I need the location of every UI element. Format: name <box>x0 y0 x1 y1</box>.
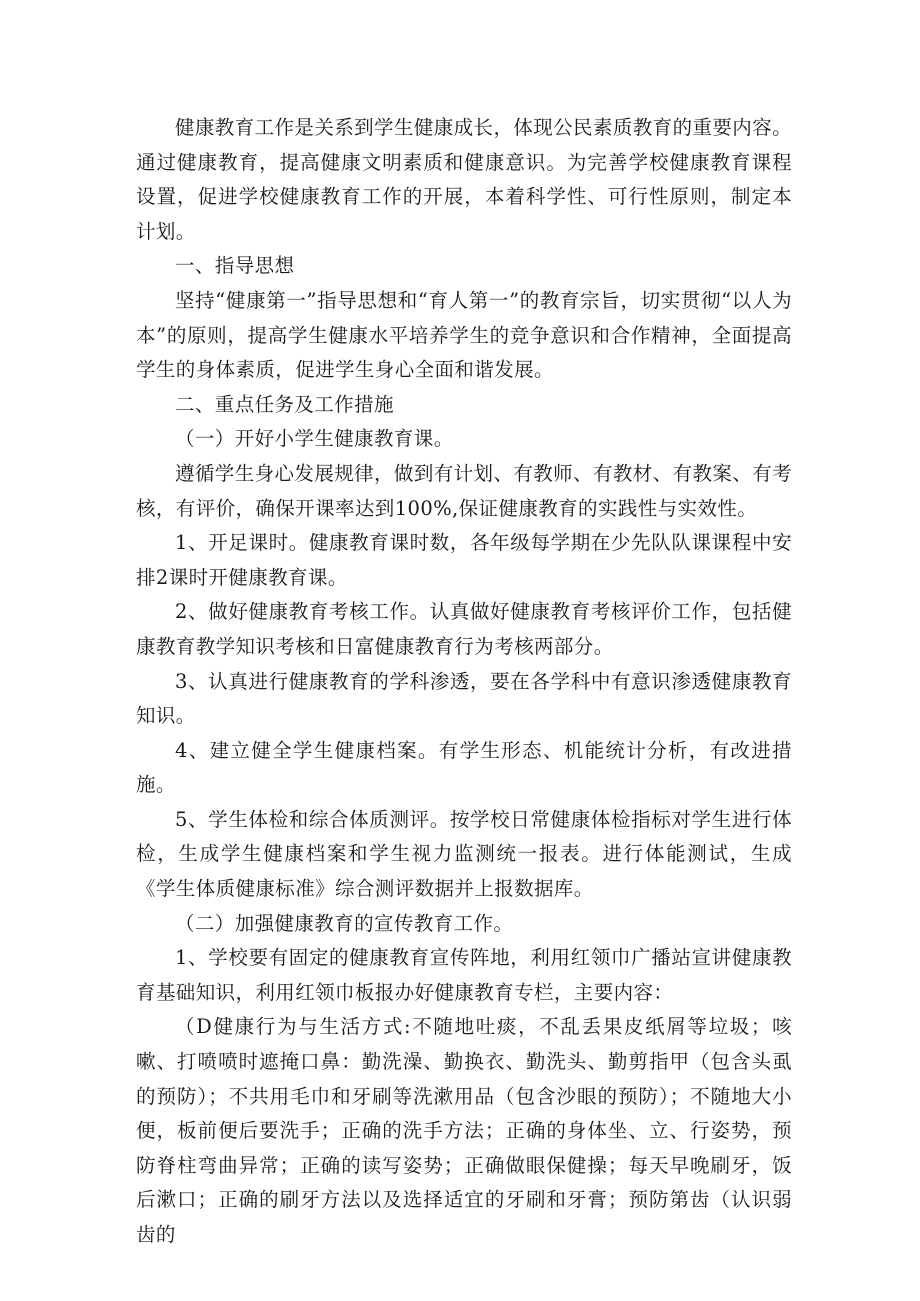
list-item-health-records: 4、建立健全学生健康档案。有学生形态、机能统计分析，有改进措施。 <box>136 738 792 797</box>
subsection-heading-publicity: （二）加强健康教育的宣传教育工作。 <box>175 911 514 935</box>
list-item-physical-exam: 5、学生体检和综合体质测评。按学校日常健康体检指标对学生进行体检，生成学生健康档案和学生视力监测统一报表。进行体能测试，生成《学生体质健康标准》综合测评数据并上报数据库。 <box>136 807 792 901</box>
guiding-ideology-paragraph: 坚持“健康第一”指导思想和“育人第一”的教育宗旨，切实贯彻“以人为本”的原则，提高学生健康水平培养学生的竞争意识和合作精神，全面提高学生的身体素质，促进学生身心全面和谐发展。 <box>136 288 792 382</box>
section-heading-guiding-ideology: 一、指导思想 <box>175 254 295 278</box>
list-item-publicity-base: 1、学校要有固定的健康教育宣传阵地，利用红领巾广播站宣讲健康教育基础知识，利用红领巾板报办好健康教育专栏，主要内容： <box>136 946 792 1004</box>
intro-paragraph: 健康教育工作是关系到学生健康成长，体现公民素质教育的重要内容。通过健康教育，提高健康文明素质和健康意识。为完善学校健康教育课程设置，促进学校健康教育工作的开展，本着科学性、可行性原则，制定本计划。 <box>136 116 792 243</box>
list-item-assessment: 2、做好健康教育考核工作。认真做好健康教育考核评价工作，包括健康教育教学知识考核和日富健康教育行为考核两部分。 <box>136 600 792 658</box>
section-heading-key-tasks: 二、重点任务及工作措施 <box>175 392 394 416</box>
document-body <box>136 111 792 1253</box>
list-item-health-behavior: （D健康行为与生活方式:不随地吐痰，不乱丢果皮纸屑等垃圾；咳嗽、打喷喷时遮掩口鼻：勤洗澡、勤换衣、勤洗头、勤剪指甲（包含头虱的预防）；不共用毛巾和牙刷等洗漱用品（包含沙眼的预防）；不随地大小便，板前便后要洗手；正确的洗手方法；正确的身体坐、立、行姿势，预防脊柱弯曲异常；正确的读写姿势；正确做眼保健操；每天早晚刷牙，饭后漱口；正确的刷牙方法以及选择适宜的牙刷和牙膏；预防第齿（认识弱齿的 <box>136 1015 792 1246</box>
list-item-class-hours: 1、开足课时。健康教育课时数，各年级每学期在少先队队课课程中安排2课时开健康教育课。 <box>136 531 792 589</box>
subsection-heading-health-class: （一）开好小学生健康教育课。 <box>175 427 454 451</box>
health-class-paragraph: 遵循学生身心发展规律，做到有计划、有教师、有教材、有教案、有考核，有评价，确保开课率达到100%,保证健康教育的实践性与实效性。 <box>136 461 792 520</box>
list-item-subject-integration: 3、认真进行健康教育的学科渗透，要在各学科中有意识渗透健康教育知识。 <box>136 669 792 728</box>
